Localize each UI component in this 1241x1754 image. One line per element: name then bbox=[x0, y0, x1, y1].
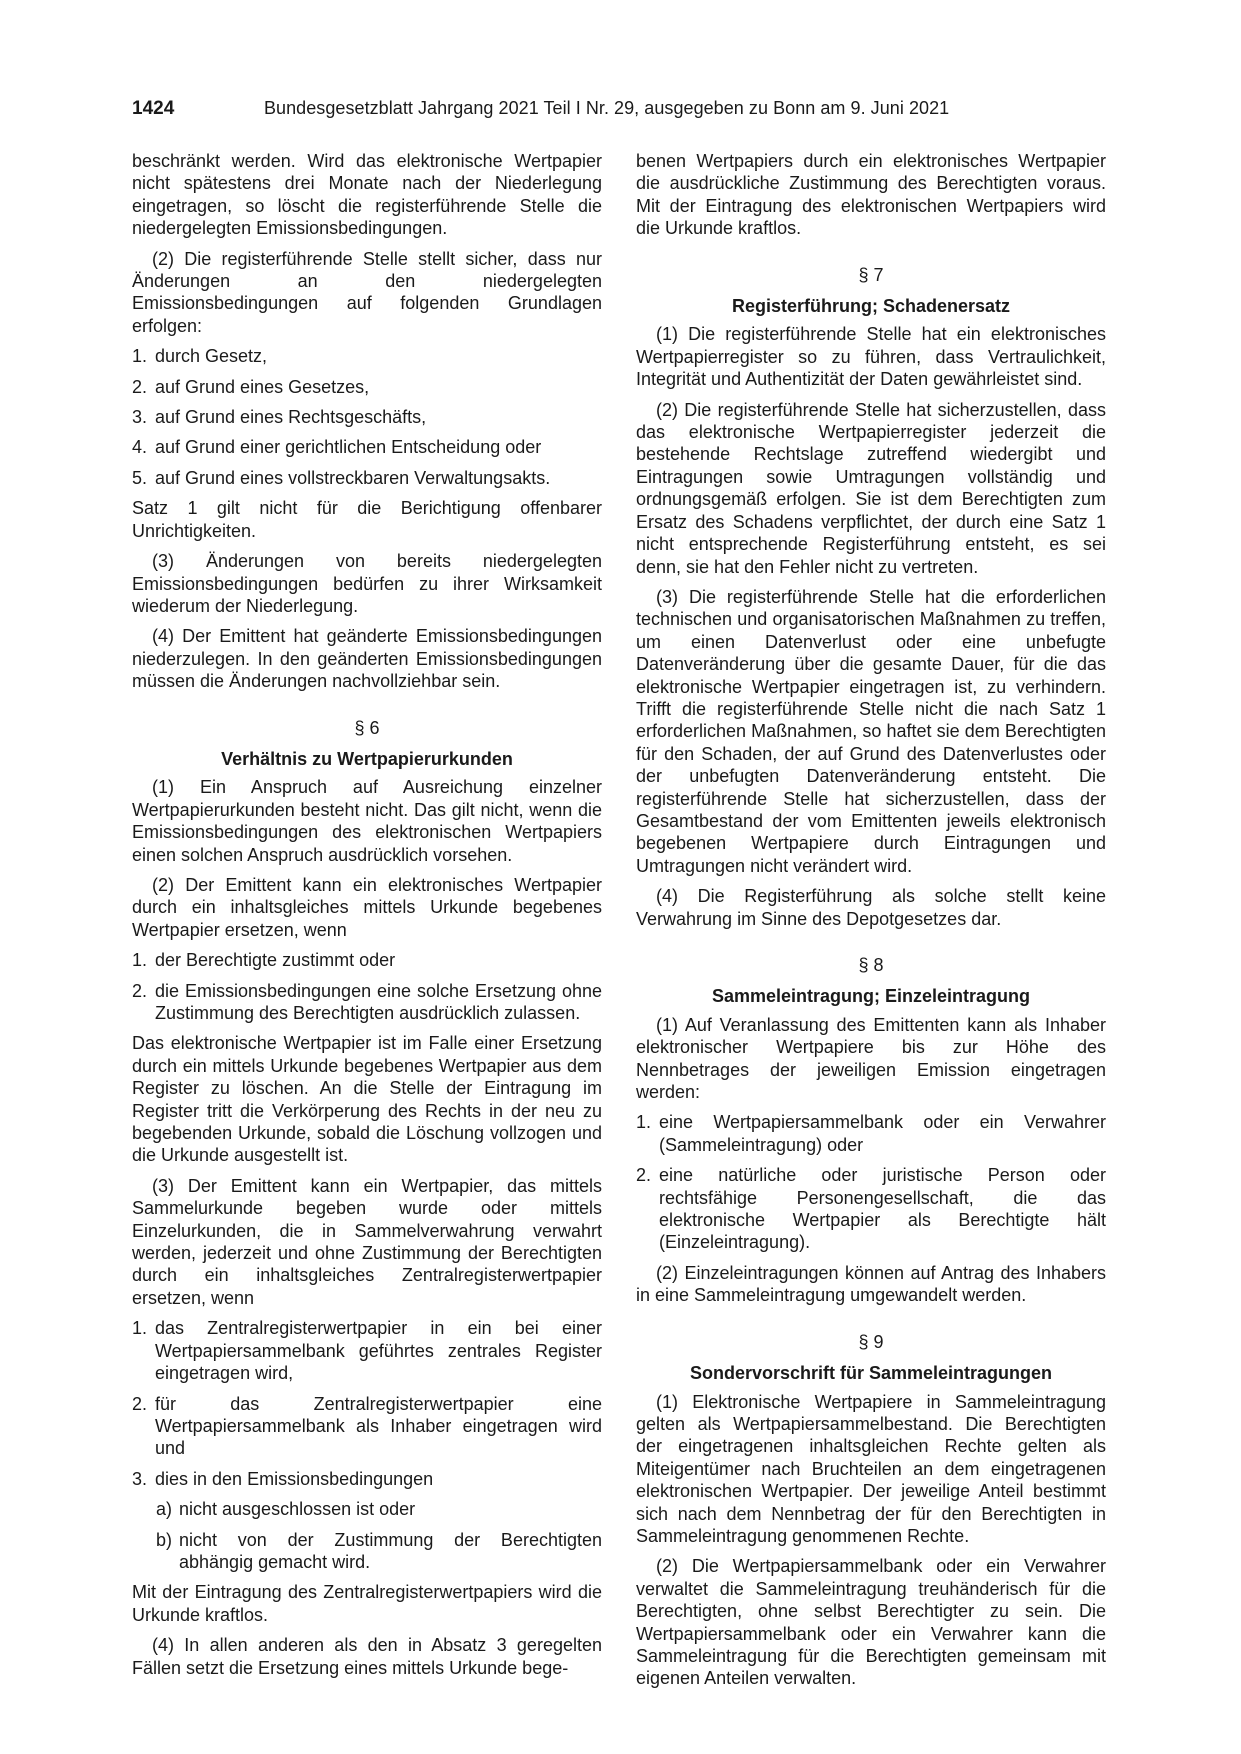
sub-list-item: b) nicht von der Zustimmung der Berechtigten abhängig gemacht wird. bbox=[156, 1529, 602, 1572]
page-number: 1424 bbox=[132, 98, 175, 119]
list-item: 1. eine Wertpapiersammelbank oder ein Verwahrer (Sammeleintragung) oder bbox=[636, 1112, 1106, 1155]
list-item: 2. auf Grund eines Gesetzes, bbox=[132, 376, 370, 397]
s9-absatz-1: (1) Elektronische Wertpapiere in Sammeleintragung gelten als Wertpapiersammelbestand. Die Berechtigten der eingetragenen inhaltsgleichen Rechte gelten als Miteigentümer nach Bruchteilen an dem eingetragenen elektronischen Wertpapier. Der jeweilige Anteil bestimmt sich nach dem Nennbetrag der für den Berechtigten in Sammeleintragung genommenen Rechte. bbox=[636, 1391, 1106, 1546]
list-item: 2. für das Zentralregisterwertpapier eine Wertpapiersammelbank als Inhaber eingetragen wird und bbox=[132, 1393, 602, 1459]
list-item: 1. durch Gesetz, bbox=[132, 346, 268, 367]
s5-absatz-4: (4) Der Emittent hat geänderte Emissionsbedingungen niederzulegen. In den geänderten Emissionsbedingungen müssen die Änderungen nachvollziehbar sein. bbox=[132, 626, 602, 692]
list-item: 1. der Berechtigte zustimmt oder bbox=[132, 950, 396, 971]
s9-absatz-2: (2) Die Wertpapiersammelbank oder ein Verwahrer verwaltet die Sammeleintragung treuhänderisch für die Berechtigten, ohne selbst Berechtigter zu sein. Die Wertpapiersammelbank oder ein Verwahrer kann die Sammeleintragung für die Berechtigten gemeinsam mit eigenen Anteilen verwalten. bbox=[636, 1556, 1106, 1689]
s6-absatz-1: (1) Ein Anspruch auf Ausreichung einzelner Wertpapierurkunden besteht nicht. Das gilt nicht, wenn die Emissionsbedingungen des elektronischen Wertpapiers einen solchen Anspruch ausdrücklich vorsehen. bbox=[132, 777, 602, 865]
s5-absatz-3: (3) Änderungen von bereits niedergelegten Emissionsbedingungen bedürfen zu ihrer Wirksamkeit wiederum der Niederlegung. bbox=[132, 551, 602, 616]
left-column bbox=[132, 150, 602, 1687]
s7-absatz-2: (2) Die registerführende Stelle hat sicherzustellen, dass das elektronische Wertpapierregister jederzeit die bestehende Rechtslage zutreffend wiedergibt und Eintragungen sowie Umtragungen vollständig und ordnungsgemäß erfolgen. Sie ist dem Berechtigten zum Ersatz des Schadens verpflichtet, der durch eine Satz 1 nicht entsprechende Registerführung entsteht, es sei denn, sie hat den Fehler nicht zu vertreten. bbox=[636, 399, 1106, 577]
gazette-title: Bundesgesetzblatt Jahrgang 2021 Teil I Nr. 29, ausgegeben zu Bonn am 9. Juni 2021 bbox=[264, 98, 950, 118]
section-title: Registerführung; Schadenersatz bbox=[731, 296, 1011, 317]
page-header bbox=[132, 98, 1107, 128]
sub-list-item: a) nicht ausgeschlossen ist oder bbox=[156, 1499, 416, 1520]
s7-absatz-1: (1) Die registerführende Stelle hat ein elektronisches Wertpapierregister so zu führen, dass Vertraulichkeit, Integrität und Authentizität der Daten gewährleistet sind. bbox=[636, 324, 1106, 390]
s6-absatz-3-tail: Mit der Eintragung des Zentralregisterwertpapiers wird die Urkunde kraftlos. bbox=[132, 1582, 602, 1625]
paragraph-continuation: beschränkt werden. Wird das elektronische Wertpapier nicht spätestens drei Monate nach der Niederlegung eingetragen, so löscht die registerführende Stelle die niedergelegten Emissionsbedingungen. bbox=[132, 151, 602, 239]
paragraph-continuation: benen Wertpapiers durch ein elektronisches Wertpapier die ausdrückliche Zustimmung des Berechtigten voraus. Mit der Eintragung des elektronischen Wertpapiers wird die Urkunde kraftlos. bbox=[636, 151, 1106, 239]
s8-absatz-1: (1) Auf Veranlassung des Emittenten kann als Inhaber elektronischer Wertpapiere bis zur Höhe des Nennbetrages der jeweiligen Emission eingetragen werden: bbox=[636, 1014, 1106, 1103]
right-column bbox=[636, 150, 1106, 1698]
list-item: 4. auf Grund einer gerichtlichen Entscheidung oder bbox=[132, 437, 542, 458]
section-number: § 7 bbox=[858, 264, 884, 285]
s8-absatz-2: (2) Einzeleintragungen können auf Antrag des Inhabers in eine Sammeleintragung umgewandelt werden. bbox=[636, 1262, 1106, 1306]
s6-absatz-2-tail: Das elektronische Wertpapier ist im Falle einer Ersetzung durch ein mittels Urkunde begebenes Wertpapier aus dem Register zu löschen. An die Stelle der Eintragung im Register tritt die Verkörperung des Rechts in der neu zu begebenden Urkunde, sobald die Löschung vollzogen und die Urkunde ausgestellt ist. bbox=[132, 1033, 602, 1166]
section-number: § 8 bbox=[858, 955, 884, 975]
s6-absatz-4: (4) In allen anderen als den in Absatz 3 geregelten Fällen setzt die Ersetzung eines mittels Urkunde bege- bbox=[132, 1635, 602, 1678]
list-item: 5. auf Grund eines vollstreckbaren Verwaltungsakts. bbox=[132, 467, 551, 488]
section-number: § 9 bbox=[858, 1331, 884, 1352]
list-item: 1. das Zentralregisterwertpapier in ein bei einer Wertpapiersammelbank geführtes zentrales Register eingetragen wird, bbox=[132, 1318, 602, 1384]
section-title: Sammeleintragung; Einzeleintragung bbox=[711, 986, 1031, 1007]
s6-absatz-3: (3) Der Emittent kann ein Wertpapier, das mittels Sammelurkunde begeben wurde oder mittels Einzelurkunden, die in Sammelverwahrung verwahrt werden, jederzeit und ohne Zustimmung der Berechtigten durch ein inhaltsgleiches Zentralregisterwertpapier ersetzen, wenn bbox=[132, 1175, 602, 1308]
s7-absatz-4: (4) Die Registerführung als solche stellt keine Verwahrung im Sinne des Depotgesetzes dar. bbox=[636, 886, 1106, 929]
list-item: 3. dies in den Emissionsbedingungen bbox=[132, 1468, 434, 1489]
list-item: 3. auf Grund eines Rechtsgeschäfts, bbox=[132, 407, 427, 428]
s5-absatz-2: (2) Die registerführende Stelle stellt sicher, dass nur Änderungen an den niedergelegten Emissionsbedingungen auf folgenden Grundlagen erfolgen: bbox=[132, 248, 602, 336]
section-title: Sondervorschrift für Sammeleintragungen bbox=[689, 1363, 1053, 1384]
s6-absatz-2: (2) Der Emittent kann ein elektronisches Wertpapier durch ein inhaltsgleiches mittels Urkunde begebenes Wertpapier ersetzen, wenn bbox=[132, 874, 602, 940]
list-item: 2. eine natürliche oder juristische Person oder rechtsfähige Personengesellschaft, die das elektronische Wertpapier als Berechtigte hält (Einzeleintragung). bbox=[636, 1165, 1106, 1253]
list-item: 2. die Emissionsbedingungen eine solche Ersetzung ohne Zustimmung des Berechtigten ausdrücklich zulassen. bbox=[132, 980, 602, 1023]
s7-absatz-3: (3) Die registerführende Stelle hat die erforderlichen technischen und organisatorischen Maßnahmen zu treffen, um einen Datenverlust oder eine unbefugte Datenveränderung über die gesamte Dauer, für die das elektronische Wertpapier eingetragen ist, zu verhindern. Trifft die registerführende Stelle nicht die nach Satz 1 erforderlichen Maßnahmen, so haftet sie dem Berechtigten für den Schaden, der auf Grund des Datenverlustes oder der unbefugten Datenveränderung entsteht. Die registerführende Stelle hat sicherzustellen, dass der Gesamtbestand der vom Emittenten jeweils elektronisch begebenen Wertpapiere durch Eintragungen und Umtragungen nicht verändert wird. bbox=[636, 586, 1106, 876]
s5-satz: Satz 1 gilt nicht für die Berichtigung offenbarer Unrichtigkeiten. bbox=[132, 498, 602, 541]
section-title: Verhältnis zu Wertpapierurkunden bbox=[221, 748, 513, 769]
section-number: § 6 bbox=[354, 717, 380, 738]
